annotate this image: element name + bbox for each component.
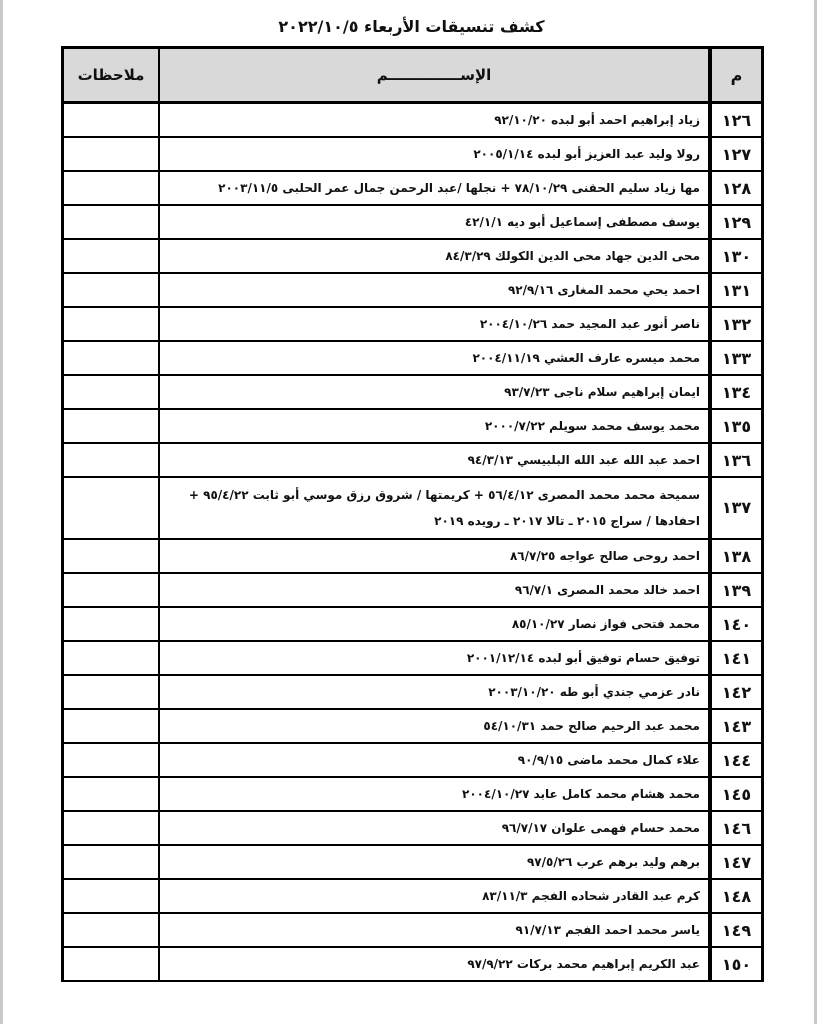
row-number: ١٢٦ — [710, 103, 761, 138]
row-number: ١٣٥ — [710, 409, 761, 443]
row-notes — [64, 743, 159, 777]
row-name: ايمان إبراهيم سلام ناجى ٩٣/٧/٢٣ — [159, 375, 710, 409]
row-notes — [64, 171, 159, 205]
row-name: محمد فتحى فواز نصار ٨٥/١٠/٢٧ — [159, 607, 710, 641]
table-row — [64, 811, 761, 845]
table-row — [64, 137, 761, 171]
row-name: ناصر أنور عبد المجيد حمد ٢٠٠٤/١٠/٢٦ — [159, 307, 710, 341]
row-notes — [64, 777, 159, 811]
table-row — [64, 845, 761, 879]
row-name: محمد يوسف محمد سويلم ٢٠٠٠/٧/٢٢ — [159, 409, 710, 443]
row-notes — [64, 443, 159, 477]
row-name: احمد روحى صالح عواجه ٨٦/٧/٢٥ — [159, 539, 710, 573]
row-notes — [64, 103, 159, 138]
row-number: ١٣٠ — [710, 239, 761, 273]
row-notes — [64, 573, 159, 607]
row-number: ١٣٣ — [710, 341, 761, 375]
row-notes — [64, 641, 159, 675]
table-row — [64, 879, 761, 913]
row-number: ١٣٧ — [710, 477, 761, 539]
row-name: نادر عزمي جندي أبو طه ٢٠٠٣/١٠/٢٠ — [159, 675, 710, 709]
table-header-row — [64, 49, 761, 103]
row-number: ١٣٢ — [710, 307, 761, 341]
row-name: محمد ميسره عارف العشي ٢٠٠٤/١١/١٩ — [159, 341, 710, 375]
row-name: احمد عبد الله عبد الله البلبيسي ٩٤/٣/١٣ — [159, 443, 710, 477]
row-notes — [64, 239, 159, 273]
row-name: توفيق حسام توفيق أبو لبده ٢٠٠١/١٢/١٤ — [159, 641, 710, 675]
row-number: ١٣٤ — [710, 375, 761, 409]
row-notes — [64, 879, 159, 913]
row-name: محمد عبد الرحيم صالح حمد ٥٤/١٠/٣١ — [159, 709, 710, 743]
row-notes — [64, 205, 159, 239]
table-row — [64, 341, 761, 375]
row-number: ١٣٨ — [710, 539, 761, 573]
table-row — [64, 375, 761, 409]
table-row — [64, 103, 761, 138]
table-row — [64, 409, 761, 443]
row-number: ١٤٣ — [710, 709, 761, 743]
table-row — [64, 777, 761, 811]
row-number: ١٥٠ — [710, 947, 761, 980]
table-row — [64, 743, 761, 777]
table-row — [64, 947, 761, 980]
row-name: محى الدين جهاد محى الدين الكولك ٨٤/٣/٢٩ — [159, 239, 710, 273]
row-name: ياسر محمد احمد الفجم ٩١/٧/١٣ — [159, 913, 710, 947]
table-row — [64, 171, 761, 205]
table-row — [64, 273, 761, 307]
row-name: سميحة محمد محمد المصرى ٥٦/٤/١٢ + كريمتها / شروق رزق موسي أبو ثابت ٩٥/٤/٢٢ + احفادها / سراج ٢٠١٥ ـ تالا ٢٠١٧ ـ رويده ٢٠١٩ — [159, 477, 710, 539]
row-notes — [64, 341, 159, 375]
names-table-frame — [61, 46, 764, 982]
table-row — [64, 477, 761, 539]
table-body — [64, 103, 761, 981]
row-number: ١٤٤ — [710, 743, 761, 777]
row-name: رولا وليد عبد العزيز أبو لبده ٢٠٠٥/١/١٤ — [159, 137, 710, 171]
row-number: ١٢٧ — [710, 137, 761, 171]
table-row — [64, 443, 761, 477]
row-number: ١٣١ — [710, 273, 761, 307]
table-row — [64, 539, 761, 573]
row-number: ١٤٥ — [710, 777, 761, 811]
row-notes — [64, 409, 159, 443]
row-name: كرم عبد القادر شحاده الفجم ٨٣/١١/٣ — [159, 879, 710, 913]
row-number: ١٤٩ — [710, 913, 761, 947]
header-number: م — [710, 49, 761, 103]
row-notes — [64, 307, 159, 341]
names-table — [64, 49, 761, 980]
header-notes: ملاحظات — [64, 49, 159, 103]
row-notes — [64, 913, 159, 947]
row-name: محمد حسام فهمى علوان ٩٦/٧/١٧ — [159, 811, 710, 845]
header-name: الإســــــــــــــم — [159, 49, 710, 103]
row-number: ١٣٩ — [710, 573, 761, 607]
row-number: ١٤٦ — [710, 811, 761, 845]
row-name: برهم وليد برهم عرب ٩٧/٥/٢٦ — [159, 845, 710, 879]
row-name: مها زياد سليم الحقنى ٧٨/١٠/٢٩ + نجلها /عبد الرحمن جمال عمر الحلبى ٢٠٠٣/١١/٥ — [159, 171, 710, 205]
row-number: ١٢٨ — [710, 171, 761, 205]
table-row — [64, 307, 761, 341]
row-notes — [64, 709, 159, 743]
table-row — [64, 205, 761, 239]
row-number: ١٤٨ — [710, 879, 761, 913]
row-number: ١٣٦ — [710, 443, 761, 477]
row-number: ١٤٧ — [710, 845, 761, 879]
row-notes — [64, 947, 159, 980]
row-name: محمد هشام محمد كامل عابد ٢٠٠٤/١٠/٢٧ — [159, 777, 710, 811]
row-number: ١٤١ — [710, 641, 761, 675]
row-number: ١٤٢ — [710, 675, 761, 709]
row-name: عبد الكريم إبراهيم محمد بركات ٩٧/٩/٢٢ — [467, 957, 700, 971]
table-row — [64, 675, 761, 709]
page-title: كشف تنسيقات الأربعاء ٢٠٢٢/١٠/٥ — [278, 17, 545, 36]
row-name: احمد خالد محمد المصرى ٩٦/٧/١ — [159, 573, 710, 607]
row-notes — [64, 273, 159, 307]
row-notes — [64, 845, 159, 879]
row-notes — [64, 137, 159, 171]
row-notes — [64, 539, 159, 573]
row-name: زياد إبراهيم احمد أبو لبده ٩٢/١٠/٢٠ — [159, 103, 710, 138]
row-notes — [64, 675, 159, 709]
table-row — [64, 573, 761, 607]
table-row — [64, 641, 761, 675]
row-notes — [64, 811, 159, 845]
table-row — [64, 709, 761, 743]
row-number: ١٤٠ — [710, 607, 761, 641]
table-row — [64, 607, 761, 641]
table-row — [64, 239, 761, 273]
row-number: ١٢٩ — [710, 205, 761, 239]
row-notes — [64, 375, 159, 409]
table-row — [64, 913, 761, 947]
row-notes — [64, 607, 159, 641]
row-name: احمد يحي محمد المغارى ٩٢/٩/١٦ — [159, 273, 710, 307]
row-notes — [64, 477, 159, 539]
row-name: علاء كمال محمد ماضى ٩٠/٩/١٥ — [159, 743, 710, 777]
row-name: يوسف مصطفى إسماعيل أبو ديه ٤٢/١/١ — [159, 205, 710, 239]
